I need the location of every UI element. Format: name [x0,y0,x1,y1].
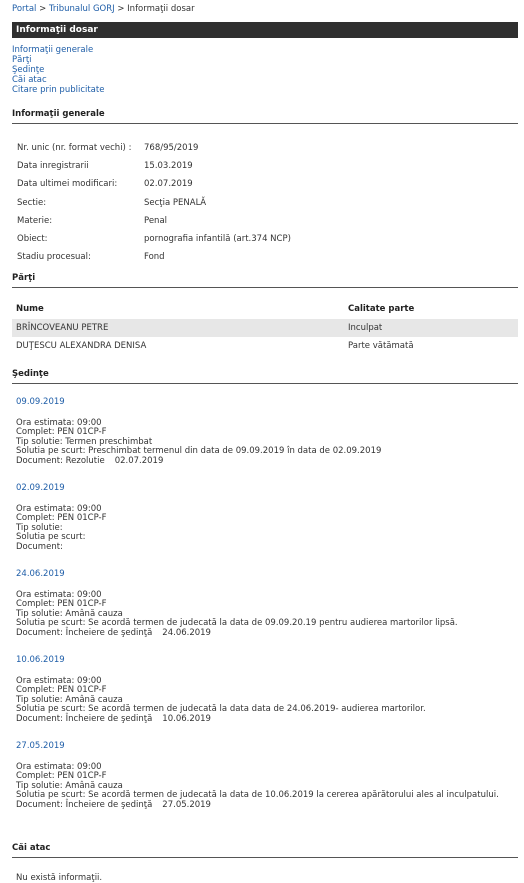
hearing-solution-summary: Solutia pe scurt: Se acordă termen de judecată la data de 09.09.20.19 pentru audierea martorilor lipsă. [16,618,458,629]
table-row [12,319,518,337]
info-row [17,139,291,157]
hearing-solution-summary: Solutia pe scurt: Se acordă termen de judecată la data data de 24.06.2019- audierea martorilor. [16,704,426,715]
hearing-time: Ora estimata: 09:00 [16,589,102,600]
info-value: Secţia PENALĂ [144,197,207,208]
hearing-document [16,715,426,725]
hearing-document [16,457,381,467]
info-value: Fond [144,252,165,263]
info-row [17,212,291,230]
info-value: 15.03.2019 [144,161,193,172]
column-header-nume: Nume [16,304,44,314]
hearing-solution-type: Tip solutie: Amână cauza [16,608,123,619]
section-title-cai-atac: Căi atac [12,843,518,858]
info-label: Materie: [17,215,53,226]
hearing-solution-type: Tip solutie: Amână cauza [16,694,123,705]
info-label: Data inregistrarii [17,161,89,172]
table-row [12,337,518,355]
hearing-date: 27.05.2019 [16,741,65,751]
hearing-solution-type: Tip solutie: Amână cauza [16,780,123,791]
info-row [17,230,291,248]
breadcrumb-court-link[interactable]: Tribunalul GORJ [48,4,115,14]
hearing-panel: Complet: PEN 01CP-F [16,771,107,782]
hearing-panel: Complet: PEN 01CP-F [16,513,107,524]
info-label: Data ultimei modificari: [17,179,118,190]
breadcrumb [12,4,195,14]
info-row [17,157,291,175]
document-date: 02.07.2019 [114,455,164,466]
hearing-solution-summary: Solutia pe scurt: Se acordă termen de judecată la data de 10.06.2019 la cererea apărătorului ales al inculpatului. [16,790,499,801]
hearing-solution-type: Tip solutie: Termen preschimbat [16,436,153,447]
info-value: Penal [144,215,168,226]
breadcrumb-portal-link[interactable]: Portal [12,4,37,14]
info-value: pornografia infantilă (art.374 NCP) [144,234,291,245]
hearing-panel: Complet: PEN 01CP-F [16,685,107,696]
section-title-sedinte: Şedinţe [12,369,518,384]
breadcrumb-separator: > [114,4,128,14]
party-role: Inculpat [348,323,383,333]
document-date: 27.05.2019 [162,799,211,810]
document-date: 10.06.2019 [162,713,211,724]
info-row [17,175,291,193]
anchor-cai-atac[interactable]: Căi atac [12,75,47,85]
hearing-document [16,543,107,553]
hearing-entry [16,484,107,553]
hearing-entry [16,656,426,725]
anchor-sedinte[interactable]: Şedinţe [12,65,45,75]
document-type: Document: Încheiere de şedinţă [16,713,153,724]
hearing-entry [16,742,499,811]
hearing-date: 10.06.2019 [16,655,65,665]
anchor-parti[interactable]: Părţi [12,55,32,65]
hearing-document [16,629,458,639]
party-name: BRÎNCOVEANU PETRE [16,323,109,333]
section-title-informatii-generale: Informaţii generale [12,109,518,124]
info-label: Obiect: [17,234,48,245]
info-row [17,248,291,266]
hearing-date: 24.06.2019 [16,569,65,579]
info-row [17,194,291,212]
info-value: 768/95/2019 [144,143,199,154]
party-role: Parte vătămată [348,341,414,351]
document-date: 24.06.2019 [162,627,211,638]
hearing-entry [16,398,381,467]
hearing-entry [16,570,458,639]
column-header-calitate: Calitate parte [348,304,415,314]
anchor-informatii-generale[interactable]: Informaţii generale [12,45,94,55]
hearing-date: 02.09.2019 [16,483,65,493]
hearing-panel: Complet: PEN 01CP-F [16,599,107,610]
document-type: Document: Încheiere de şedinţă [16,627,153,638]
hearing-solution-summary: Solutia pe scurt: [16,532,86,543]
section-title-parti: Părţi [12,273,518,288]
hearing-document [16,801,499,811]
document-type: Document: [16,541,63,552]
hearing-solution-type: Tip solutie: [16,522,63,533]
hearing-solution-summary: Solutia pe scurt: Preschimbat termenul din data de 09.09.2019 în data de 02.09.2019 [16,446,382,457]
hearing-time: Ora estimata: 09:00 [16,503,102,514]
section-anchor-list [12,45,104,95]
info-label: Sectie: [17,197,47,208]
hearing-time: Ora estimata: 09:00 [16,417,102,428]
hearing-date: 09.09.2019 [16,397,65,407]
document-type: Document: Încheiere de şedinţă [16,799,153,810]
party-name: DUŢESCU ALEXANDRA DENISA [16,341,147,351]
breadcrumb-current: Informaţii dosar [127,4,195,14]
anchor-citare-prin-publicitate[interactable]: Citare prin publicitate [12,85,105,95]
document-type: Document: Rezolutie [16,455,105,466]
general-info-table [17,139,291,266]
info-label: Stadiu procesual: [17,252,91,263]
info-value: 02.07.2019 [144,179,193,190]
info-label: Nr. unic (nr. format vechi) : [17,143,132,154]
hearing-time: Ora estimata: 09:00 [16,761,102,772]
no-information-text: Nu există informaţii. [16,873,103,883]
breadcrumb-separator: > [36,4,49,14]
hearing-time: Ora estimata: 09:00 [16,675,102,686]
hearing-panel: Complet: PEN 01CP-F [16,427,107,438]
page-title: Informaţii dosar [12,22,518,38]
